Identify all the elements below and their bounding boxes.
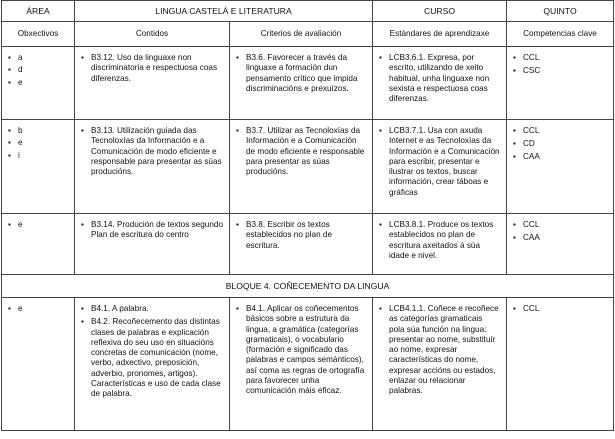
contents-cell bbox=[75, 47, 230, 120]
header-row bbox=[2, 1, 614, 22]
col-header-contents: Contidos bbox=[75, 22, 230, 47]
contents-cell bbox=[75, 214, 230, 275]
list-item: ▪ a bbox=[18, 53, 74, 63]
list-item: ▪ b bbox=[18, 126, 74, 136]
criteria-cell bbox=[230, 47, 373, 120]
list-item: ▪ i bbox=[18, 151, 74, 161]
contents-cell bbox=[75, 120, 230, 214]
table-row bbox=[2, 120, 614, 214]
list-item: ▪ CCL bbox=[523, 53, 609, 63]
objectives-cell bbox=[2, 298, 75, 431]
area-label: ÁREA bbox=[2, 1, 75, 22]
table-row bbox=[2, 214, 614, 275]
list-item: ▪ LCB4.1.1. Coñece e recoñece as categorías gramaticais pola súa función na lingua: presentar ao nome, substituír ao nome, expresar características do nome, expresar accións ou estados, enlazar ou relacionar palabras. bbox=[389, 304, 500, 397]
list-item: ▪ d bbox=[18, 65, 74, 75]
list-item: ▪ e bbox=[18, 220, 74, 230]
table-row bbox=[2, 47, 614, 120]
block-header-row bbox=[2, 275, 614, 298]
list-item: ▪ CAA bbox=[523, 233, 609, 243]
competences-cell bbox=[507, 47, 614, 120]
list-item: ▪ B3.8. Escribir os textos establecidos no plan de escritura. bbox=[246, 220, 366, 251]
course-label: CURSO bbox=[373, 1, 507, 22]
list-item: ▪ LCB3.8.1. Produce os textos establecidos no plan de escritura axeitados á súa idade e nivel. bbox=[389, 220, 500, 261]
list-item: ▪ CSC bbox=[523, 66, 609, 76]
list-item: ▪ e bbox=[18, 138, 74, 148]
list-item: ▪ B3.13. Utilización guiada das Tecnoloxías da Información e a Comunicación de modo eficiente e responsable para presentar as súas producións. bbox=[91, 126, 223, 177]
list-item: ▪ LCB3.7.1. Usa con axuda Internet e as Tecnoloxías da Información e a Comunicación para escribir, presentar e ilustrar os textos, buscar información, crear táboas e gráficas bbox=[389, 126, 500, 198]
criteria-cell bbox=[230, 120, 373, 214]
contents-cell bbox=[75, 298, 230, 431]
criteria-cell bbox=[230, 214, 373, 275]
list-item: ▪ CCL bbox=[523, 304, 609, 314]
list-item: ▪ B3.14. Produción de textos segundo Plan de escritura do centro bbox=[91, 220, 223, 241]
curriculum-table bbox=[1, 0, 614, 431]
col-header-objectives: Obxectivos bbox=[2, 22, 75, 47]
col-header-standards: Estándares de aprendizaxe bbox=[373, 22, 507, 47]
list-item: ▪ B3.12. Uso da linguaxe non discriminatoria e respectuosa coas diferenzas. bbox=[91, 53, 223, 84]
objectives-cell bbox=[2, 120, 75, 214]
criteria-cell bbox=[230, 298, 373, 431]
col-header-competences: Competencias clave bbox=[507, 22, 614, 47]
list-item: ▪ B4.2. Recoñecemento das distintas clases de palabras e explicación reflexiva do seu uso en situacións concretas de comunicación (nome, verbo, adxectivo, preposición, adverbio, pronomes, artigos). Características e uso de cada clase de palabra. bbox=[91, 317, 223, 399]
standards-cell bbox=[373, 120, 507, 214]
standards-cell bbox=[373, 214, 507, 275]
standards-cell bbox=[373, 298, 507, 431]
standards-cell bbox=[373, 47, 507, 120]
subject-title: LINGUA CASTELÁ E LITERATURA bbox=[75, 1, 373, 22]
list-item: ▪ CAA bbox=[523, 152, 609, 162]
list-item: ▪ e bbox=[18, 78, 74, 88]
block4-title: BLOQUE 4. COÑECEMENTO DA LINGUA bbox=[2, 275, 614, 298]
list-item: ▪ B4.1. A palabra. bbox=[91, 304, 223, 314]
list-item: ▪ B3.7. Utilizar as Tecnoloxías da Información e a Comunicación de modo eficiente e responsable para presentar as súas producións. bbox=[246, 126, 366, 177]
list-item: ▪ B4.1. Aplicar os coñecementos básicos sobre a estrutura da lingua, a gramática (categorías gramaticais), o vocabulario (formación e significado das palabras e campos semánticos), así coma as regras de ortografía para favorecer unha comunicación máis eficaz. bbox=[246, 304, 366, 397]
objectives-cell bbox=[2, 214, 75, 275]
list-item: ▪ e bbox=[18, 304, 74, 314]
col-header-criteria: Criterios de avaliación bbox=[230, 22, 373, 47]
list-item: ▪ CCL bbox=[523, 220, 609, 230]
course-value: QUINTO bbox=[507, 1, 614, 22]
column-header-row bbox=[2, 22, 614, 47]
table-row bbox=[2, 298, 614, 431]
list-item: ▪ LCB3.6.1. Expresa, por escrito, utilizando de xeito habitual, unha linguaxe non sexista e respectuosa coas diferenzas. bbox=[389, 53, 500, 104]
objectives-cell bbox=[2, 47, 75, 120]
list-item: ▪ B3.6. Favorecer a través da linguaxe a formación dun pensamento crítico que impida discriminacións e prexuízos. bbox=[246, 53, 366, 94]
competences-cell bbox=[507, 120, 614, 214]
list-item: ▪ CCL bbox=[523, 126, 609, 136]
list-item: ▪ CD bbox=[523, 139, 609, 149]
competences-cell bbox=[507, 214, 614, 275]
competences-cell bbox=[507, 298, 614, 431]
